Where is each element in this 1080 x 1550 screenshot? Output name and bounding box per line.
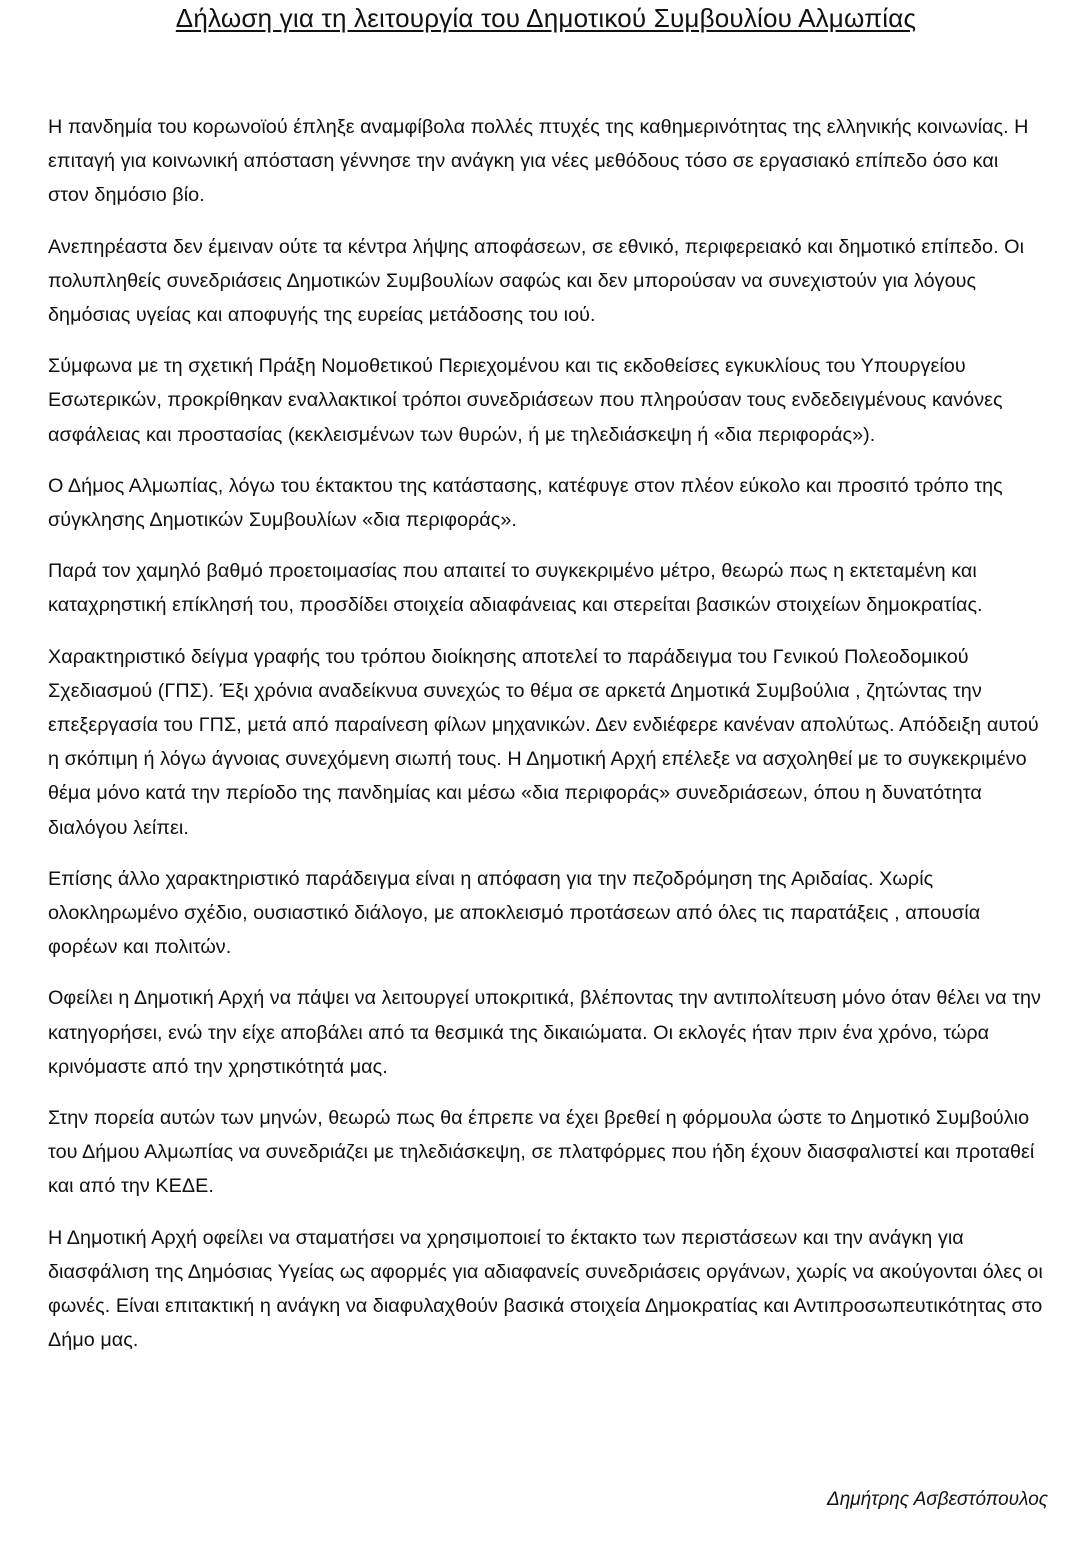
author-signature: Δημήτρης Ασβεστόπουλος <box>826 1489 1048 1510</box>
paragraph-9: Στην πορεία αυτών των μηνών, θεωρώ πως θα έπρεπε να έχει βρεθεί η φόρμουλα ώστε το Δημοτικό Συμβούλιο του Δήμου Αλμωπίας να συνεδριάζει με τηλεδιάσκεψη, σε πλατφόρμες που ήδη έχουν διασφαλιστεί και προταθεί και από την ΚΕΔΕ. <box>48 1107 1035 1198</box>
paragraph-3: Σύμφωνα με τη σχετική Πράξη Νομοθετικού Περιεχομένου και τις εκδοθείσες εγκυκλίους του Υπουργείου Εσωτερικών, προκρίθηκαν εναλλακτικοί τρόποι συνεδριάσεων που πληρούσαν τους ενδεδειγμένους κανόνες ασφάλειας και προστασίας (κεκλεισμένων των θυρών, ή με τηλεδιάσκεψη ή «δια περιφοράς»). <box>48 355 1003 446</box>
paragraph-6: Χαρακτηριστικό δείγμα γραφής του τρόπου διοίκησης αποτελεί το παράδειγμα του Γενικού Πολεοδομικού Σχεδιασμού (ΓΠΣ). Έξι χρόνια αναδείκνυα συνεχώς το θέμα σε αρκετά Δημοτικά Συμβούλια , ζητώντας την επεξεργασία του ΓΠΣ, μετά από παραίνεση φίλων μηχανικών. Δεν ενδιέφερε κανέναν απολύτως. Απόδειξη αυτού η σκόπιμη ή λόγω άγνοιας συνεχόμενη σιωπή τους. Η Δημοτική Αρχή επέλεξε να ασχοληθεί με το συγκεκριμένο θέμα μόνο κατά την περίοδο της πανδημίας και μέσω «δια περιφοράς» συνεδριάσεων, όπου η δυνατότητα διαλόγου λείπει. <box>48 645 1039 839</box>
paragraph-8: Οφείλει η Δημοτική Αρχή να πάψει να λειτουργεί υποκριτικά, βλέποντας την αντιπολίτευση μόνο όταν θέλει να την κατηγορήσει, ενώ την είχε αποβάλει από τα θεσμικά της δικαιώματα. Οι εκλογές ήταν πριν ένα χρόνο, τώρα κρινόμαστε από την χρηστικότητά μας. <box>48 987 1041 1078</box>
paragraph-7: Επίσης άλλο χαρακτηριστικό παράδειγμα είναι η απόφαση για την πεζοδρόμηση της Αριδαίας. Χωρίς ολοκληρωμένο σχέδιο, ουσιαστικό διάλογο, με αποκλεισμό προτάσεων από όλες τις παρατάξεις , απουσία φορέων και πολιτών. <box>48 867 981 959</box>
paragraph-2: Ανεπηρέαστα δεν έμειναν ούτε τα κέντρα λήψης αποφάσεων, σε εθνικό, περιφερειακό και δημοτικό επίπεδο. Οι πολυπληθείς συνεδριάσεις Δημοτικών Συμβουλίων σαφώς και δεν μπορούσαν να συνεχιστούν για λόγους δημόσιας υγείας και αποφυγής της ευρείας μετάδοσης του ιού. <box>48 235 1025 327</box>
document-title: Δήλωση για τη λειτουργία του Δημοτικού Συμβουλίου Αλμωπίας <box>175 3 917 33</box>
paragraph-1: Η πανδημία του κορωνοϊού έπληξε αναμφίβολα πολλές πτυχές της καθημερινότητας της ελληνικής κοινωνίας. Η επιταγή για κοινωνική απόσταση γέννησε την ανάγκη για νέες μεθόδους τόσο σε εργασιακό επίπεδο όσο και στον δημόσιο βίο. <box>48 116 1029 207</box>
document-body <box>48 110 1044 1358</box>
paragraph-10: Η Δημοτική Αρχή οφείλει να σταματήσει να χρησιμοποιεί το έκτακτο των περιστάσεων και την ανάγκη για διασφάλιση της Δημόσιας Υγείας ως αφορμές για αδιαφανείς συνεδριάσεις οργάνων, χωρίς να ακούγονται όλες οι φωνές. Είναι επιτακτική η ανάγκη να διαφυλαχθούν βασικά στοιχεία Δημοκρατίας και Αντιπροσωπευτικότητας στο Δήμο μας. <box>48 1226 1043 1352</box>
paragraph-4: Ο Δήμος Αλμωπίας, λόγω του έκτακτου της κατάστασης, κατέφυγε στον πλέον εύκολο και προσιτό τρόπο της σύγκλησης Δημοτικών Συμβουλίων «δια περιφοράς». <box>48 474 1003 532</box>
paragraph-5: Παρά τον χαμηλό βαθμό προετοιμασίας που απαιτεί το συγκεκριμένο μέτρο, θεωρώ πως η εκτεταμένη και καταχρηστική επίκλησή του, προσδίδει στοιχεία αδιαφάνειας και στερείται βασικών στοιχείων δημοκρατίας. <box>48 560 983 617</box>
